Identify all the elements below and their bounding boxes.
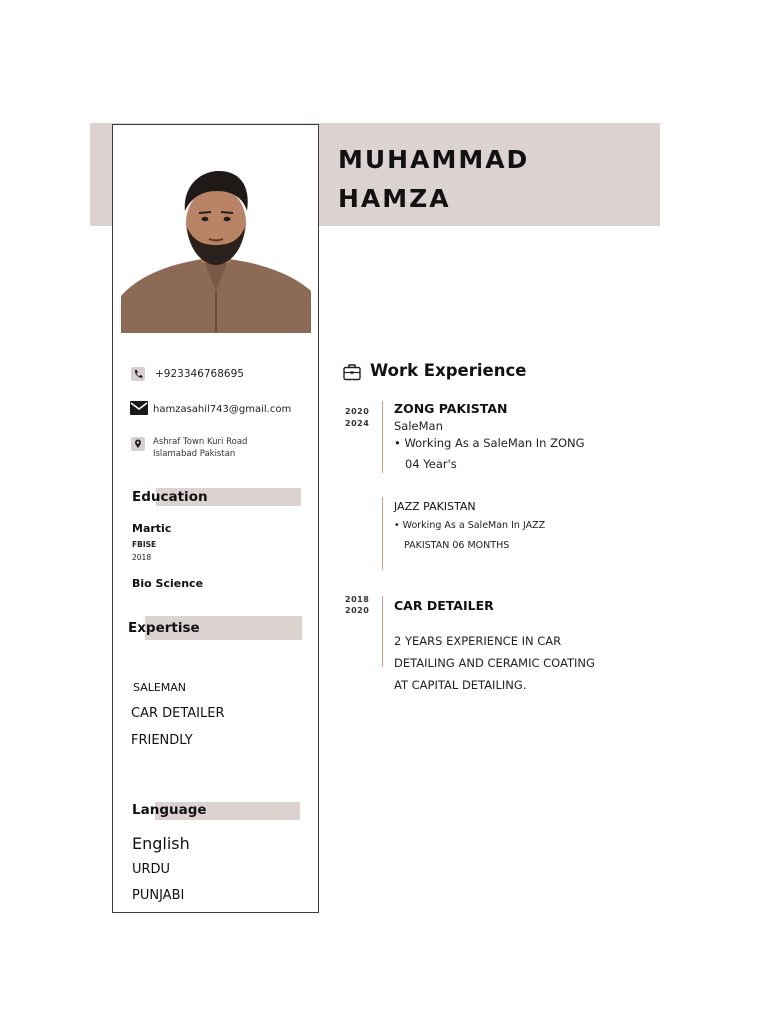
language-title: Language <box>132 802 207 818</box>
language-item: English <box>132 834 190 853</box>
job-year-start: 2018 <box>345 595 370 604</box>
email-address[interactable]: hamzasahil743@gmail.com <box>153 404 292 415</box>
work-experience-title: Work Experience <box>370 361 527 380</box>
job-year-end: 2020 <box>345 606 370 615</box>
education-field: Bio Science <box>132 577 204 590</box>
profile-photo <box>121 141 311 333</box>
language-item: PUNJABI <box>132 888 185 903</box>
job-description <box>394 630 624 696</box>
expertise-item: CAR DETAILER <box>131 706 225 721</box>
job-company: CAR DETAILER <box>394 598 494 613</box>
job-year-start: 2020 <box>345 407 370 416</box>
expertise-item: FRIENDLY <box>131 733 193 748</box>
briefcase-icon <box>342 362 362 386</box>
job-bullet-text: Working As a SaleMan In ZONG <box>404 436 585 450</box>
phone-number[interactable]: +923346768695 <box>155 368 244 380</box>
job-role: SaleMan <box>394 419 443 433</box>
job-bullet: • Working As a SaleMan In JAZZ <box>394 520 546 531</box>
job-description-line: DETAILING AND CERAMIC COATING <box>394 656 595 670</box>
job-bullet-text: Working As a SaleMan In JAZZ <box>402 520 546 531</box>
profile-photo-image <box>121 141 311 333</box>
job-detail: PAKISTAN 06 MONTHS <box>404 540 510 551</box>
expertise-item: SALEMAN <box>133 681 187 694</box>
first-name: MUHAMMAD <box>338 145 530 174</box>
job-company: ZONG PAKISTAN <box>394 401 508 416</box>
education-year: 2018 <box>132 553 152 562</box>
timeline-line <box>382 497 383 570</box>
job-company: JAZZ PAKISTAN <box>394 500 476 513</box>
job-description-line: 2 YEARS EXPERIENCE IN CAR <box>394 634 562 648</box>
job-bullet: • Working As a SaleMan In ZONG <box>394 436 585 450</box>
job-year-end: 2024 <box>345 419 370 428</box>
education-board: FBISE <box>132 540 157 549</box>
address-line-1: Ashraf Town Kuri Road <box>153 437 248 447</box>
address-line-2: Islamabad Pakistan <box>153 449 236 459</box>
timeline-line <box>382 596 383 667</box>
expertise-title: Expertise <box>128 620 200 636</box>
job-description-line: AT CAPITAL DETAILING. <box>394 678 527 692</box>
education-title: Education <box>132 489 208 505</box>
mail-icon <box>130 400 148 420</box>
language-item: URDU <box>132 862 171 877</box>
timeline-line <box>382 401 383 473</box>
location-icon <box>131 436 145 455</box>
education-degree: Martic <box>132 522 172 535</box>
phone-icon <box>131 366 145 385</box>
job-detail: 04 Year's <box>405 457 457 471</box>
last-name: HAMZA <box>338 184 451 213</box>
